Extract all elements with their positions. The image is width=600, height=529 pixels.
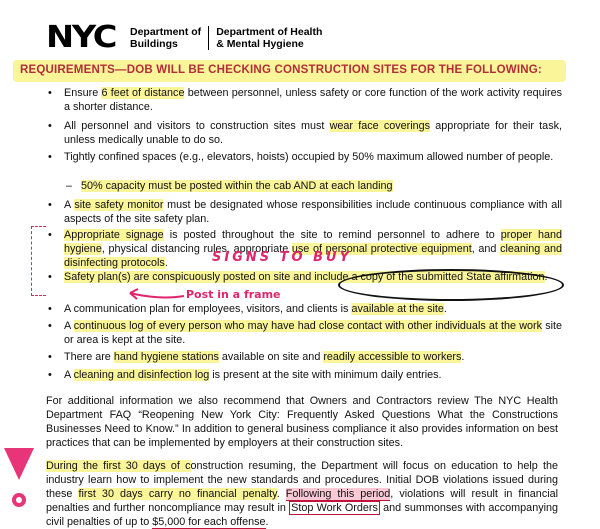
dob-label-line1: Department of — [130, 26, 202, 38]
header — [46, 18, 322, 58]
bullet-icon: • — [48, 303, 52, 315]
warning-triangle-icon — [4, 448, 34, 480]
enforcement-paragraph: During the first 30 days of construction resuming, the Department will focus on education to help the industry learn how to implement the new standards and procedures. Initial DOB violations issued during these first 30 days carry no financial penalty. Following this period, violations will result in financial penalties and further noncompliance may result in Stop Work Orders and summonses with accompanying civil penalties of up to $5,000 for each offense. — [46, 460, 559, 528]
sub-list-item: – 50% capacity must be posted within the cab AND at each landing — [66, 180, 393, 192]
bullet-icon: • — [48, 87, 52, 99]
bullet-icon: • — [48, 120, 52, 132]
dob-label-line2: Buildings — [130, 38, 178, 50]
dashed-bracket-annotation — [31, 226, 46, 296]
bullet-icon: • — [48, 199, 52, 211]
bullet-icon: • — [48, 320, 52, 332]
dob-label — [130, 26, 209, 50]
dohmh-label — [216, 26, 322, 50]
pink-dot-center — [16, 497, 22, 503]
dohmh-label-line1: Department of Health — [216, 26, 323, 38]
bullet-icon: • — [48, 229, 52, 241]
post-in-frame-note: Post in a frame — [186, 288, 281, 301]
bullet-icon: • — [48, 151, 52, 163]
dohmh-label-line2: & Mental Hygiene — [216, 38, 304, 50]
arrow-icon — [126, 287, 186, 303]
circled-annotation — [338, 269, 564, 301]
nyc-logo: NYC — [46, 20, 116, 55]
bullet-icon: • — [48, 271, 52, 283]
additional-info-paragraph: For additional information we also recommend that Owners and Contractors review The NYC Health Department FAQ “Reopening New York City: Frequently Asked Questions What the Constructions Businesses Need to Know.” In addition to general business compliance it also provides information on best practices that can be implemented by employers at their construction sites. — [46, 395, 558, 449]
bullet-icon: • — [48, 369, 52, 381]
requirements-title: REQUIREMENTS—DOB WILL BE CHECKING CONSTRUCTION SITES FOR THE FOLLOWING: — [20, 64, 542, 76]
bullet-icon: • — [48, 351, 52, 363]
signs-to-buy-note: SIGNS TO BUY — [212, 250, 352, 265]
